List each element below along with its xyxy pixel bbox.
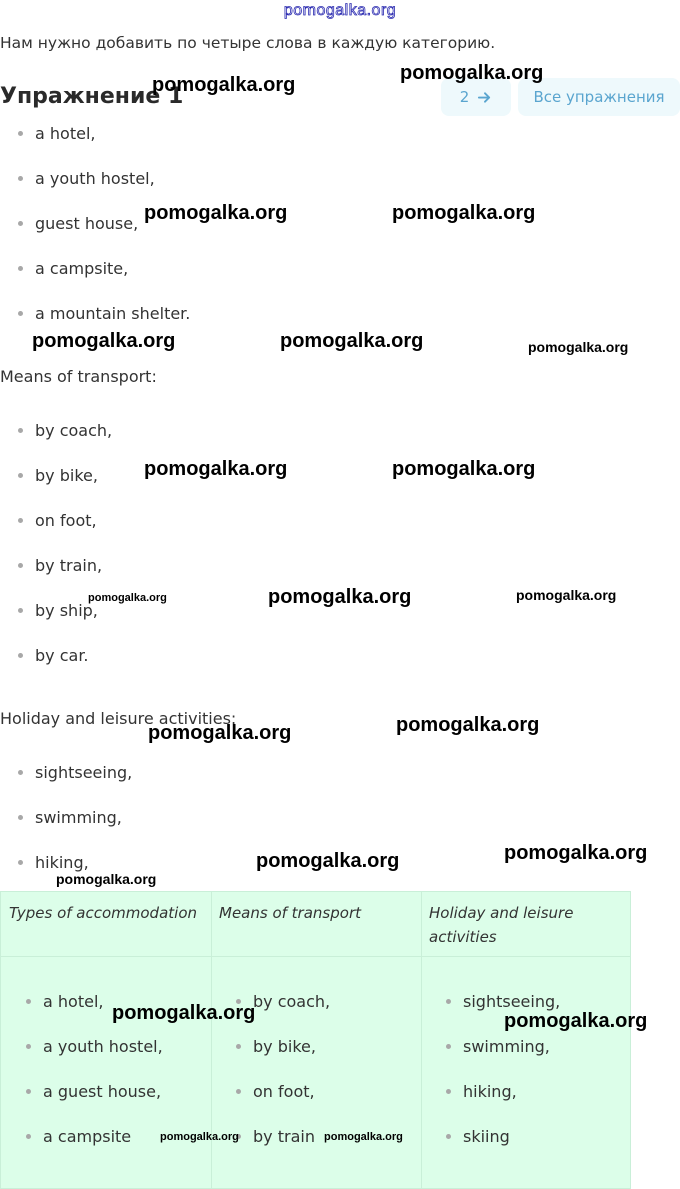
bullet <box>18 815 23 820</box>
list-item-text: hiking, <box>35 853 89 872</box>
arrow-right-icon <box>477 90 492 105</box>
watermark: pomogalka.org <box>32 330 176 352</box>
list-item <box>18 124 95 143</box>
bullet <box>446 999 451 1004</box>
list-item <box>18 214 138 233</box>
watermark: pomogalka.org <box>324 1131 403 1143</box>
table-cell <box>26 1037 163 1056</box>
bullet <box>446 1089 451 1094</box>
next-exercise-button[interactable] <box>441 78 511 116</box>
bullet <box>236 1044 241 1049</box>
list-item <box>18 304 190 323</box>
table-cell <box>26 1127 131 1146</box>
list-item-text: by bike, <box>35 466 98 485</box>
watermark: pomogalka.org <box>392 458 536 480</box>
bullet <box>236 999 241 1004</box>
table-cell-text: a hotel, <box>43 992 104 1011</box>
table-cell-text: a guest house, <box>43 1082 162 1101</box>
bullet <box>446 1134 451 1139</box>
list-item <box>18 646 89 665</box>
bullet <box>18 518 23 523</box>
bullet <box>18 860 23 865</box>
watermark: pomogalka.org <box>392 202 536 224</box>
table-cell <box>446 1037 550 1056</box>
bullet <box>18 266 23 271</box>
list-item <box>18 466 98 485</box>
site-logo[interactable]: pomogalka.org <box>283 2 397 19</box>
table-cell-text: by train <box>253 1127 315 1146</box>
table-header-transport: Means of transport <box>219 904 361 922</box>
bullet <box>18 473 23 478</box>
table-cell-text: by coach, <box>253 992 331 1011</box>
table-header-divider <box>1 956 630 957</box>
table-cell <box>26 1082 161 1101</box>
table-cell <box>446 1082 517 1101</box>
watermark: pomogalka.org <box>144 458 288 480</box>
all-exercises-button[interactable]: Все упражнения <box>518 78 680 116</box>
list-item-text: a youth hostel, <box>35 169 155 188</box>
watermark: pomogalka.org <box>400 62 544 84</box>
bullet <box>18 221 23 226</box>
bullet <box>18 653 23 658</box>
transport-heading: Means of transport: <box>0 367 157 386</box>
table-header-leisure: Holiday and leisure activities <box>429 904 574 946</box>
list-item <box>18 259 128 278</box>
bullet <box>446 1044 451 1049</box>
list-item-text: on foot, <box>35 511 97 530</box>
watermark: pomogalka.org <box>152 74 296 96</box>
watermark: pomogalka.org <box>144 202 288 224</box>
watermark: pomogalka.org <box>88 592 167 604</box>
table-cell <box>236 1082 315 1101</box>
watermark: pomogalka.org <box>268 586 412 608</box>
list-item <box>18 421 112 440</box>
watermark: pomogalka.org <box>56 871 157 887</box>
list-item-text: sightseeing, <box>35 763 133 782</box>
bullet <box>18 770 23 775</box>
table-cell-text: on foot, <box>253 1082 315 1101</box>
bullet <box>18 428 23 433</box>
table-divider <box>211 892 212 1188</box>
table-cell <box>236 992 330 1011</box>
bullet <box>236 1134 241 1139</box>
table-cell <box>236 1127 315 1146</box>
list-item-text: a hotel, <box>35 124 96 143</box>
watermark: pomogalka.org <box>256 850 400 872</box>
list-item <box>18 556 102 575</box>
table-cell <box>26 992 103 1011</box>
list-item <box>18 511 97 530</box>
list-item-text: a campsite, <box>35 259 129 278</box>
table-cell <box>446 992 560 1011</box>
table-cell-text: skiing <box>463 1127 510 1146</box>
table-cell <box>236 1037 316 1056</box>
next-exercise-number: 2 <box>459 88 470 106</box>
intro-text: Нам нужно добавить по четыре слова в каждую категорию. <box>0 34 496 52</box>
table-cell-text: swimming, <box>463 1037 550 1056</box>
bullet <box>26 1134 31 1139</box>
list-item-text: by car. <box>35 646 89 665</box>
watermark: pomogalka.org <box>160 1131 239 1143</box>
list-item <box>18 853 89 872</box>
bullet <box>18 131 23 136</box>
watermark: pomogalka.org <box>528 339 629 355</box>
table-cell-text: a campsite <box>43 1127 132 1146</box>
table-cell-text: by bike, <box>253 1037 316 1056</box>
list-item <box>18 808 122 827</box>
watermark: pomogalka.org <box>112 1002 256 1024</box>
list-item <box>18 763 132 782</box>
list-item-text: swimming, <box>35 808 122 827</box>
bullet <box>26 1044 31 1049</box>
bullet <box>236 1089 241 1094</box>
table-cell-text: hiking, <box>463 1082 517 1101</box>
watermark: pomogalka.org <box>504 1010 648 1032</box>
page-title: Упражнение 1 <box>0 84 184 109</box>
watermark: pomogalka.org <box>504 842 648 864</box>
bullet <box>26 1089 31 1094</box>
bullet <box>26 999 31 1004</box>
bullet <box>18 176 23 181</box>
table-divider <box>421 892 422 1188</box>
list-item <box>18 601 98 620</box>
list-item-text: by train, <box>35 556 103 575</box>
table-header-accommodation: Types of accommodation <box>9 904 198 922</box>
table-cell-text: sightseeing, <box>463 992 561 1011</box>
list-item-text: guest house, <box>35 214 139 233</box>
bullet <box>18 311 23 316</box>
list-item-text: by coach, <box>35 421 113 440</box>
watermark: pomogalka.org <box>396 714 540 736</box>
list-item <box>18 169 155 188</box>
watermark: pomogalka.org <box>516 587 617 603</box>
table-cell-text: a youth hostel, <box>43 1037 163 1056</box>
leisure-heading: Holiday and leisure activities: <box>0 709 237 728</box>
bullet <box>18 563 23 568</box>
summary-table <box>0 891 631 1189</box>
watermark: pomogalka.org <box>148 722 292 744</box>
table-cell <box>446 1127 510 1146</box>
watermark: pomogalka.org <box>280 330 424 352</box>
bullet <box>18 608 23 613</box>
list-item-text: a mountain shelter. <box>35 304 191 323</box>
list-item-text: by ship, <box>35 601 98 620</box>
